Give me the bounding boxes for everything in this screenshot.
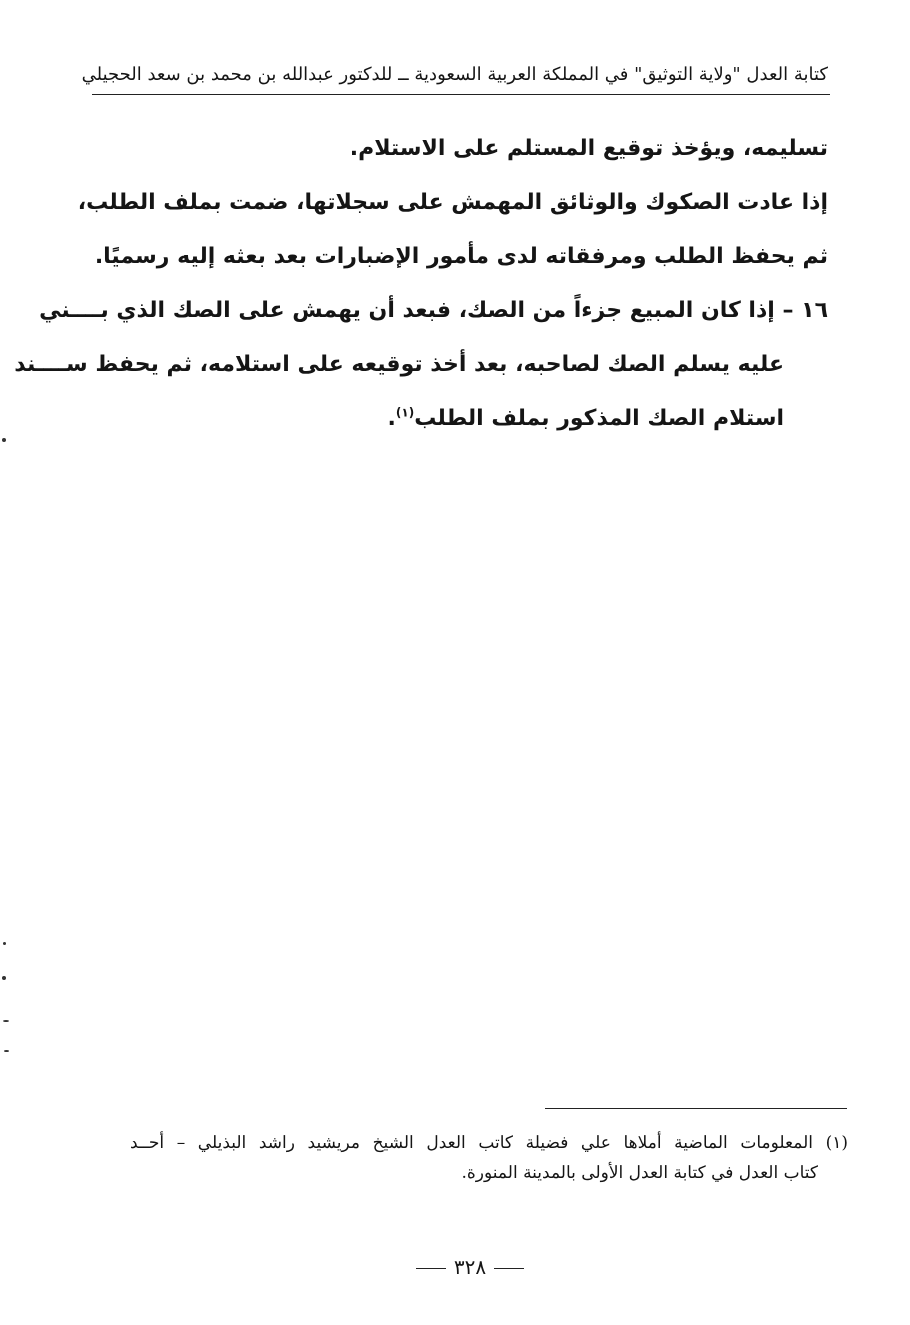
footnote-reference[interactable]: (١): [395, 405, 415, 420]
body-line: تسليمه، ويؤخذ توقيع المستلم على الاستلام.: [349, 136, 828, 161]
scan-speck: [4, 1050, 9, 1052]
body-text: [14, 122, 828, 446]
footnote-line: كتاب العدل في كتابة العدل الأولى بالمدينة المنورة.: [461, 1163, 818, 1183]
body-line-last: [108, 392, 828, 446]
header-rule: [92, 94, 830, 95]
running-header: كتابة العدل "ولاية التوثيق" في المملكة العربية السعودية ــ للدكتور عبدالله بن محمد بن سعد الحجيلي: [81, 64, 828, 85]
body-line-text: استلام الصك المذكور بملف الطلب: [414, 406, 784, 431]
page-number-dash: [494, 1268, 524, 1269]
scan-speck: [3, 1020, 9, 1022]
scan-speck: [2, 976, 6, 980]
footnote-separator: [545, 1108, 847, 1109]
body-line: إذا عادت الصكوك والوثائق المهمش على سجلاتها، ضمت بملف الطلب،: [77, 190, 828, 215]
final-period: .: [387, 406, 396, 431]
footnote-line: (١) المعلومات الماضية أملاها علي فضيلة كاتب العدل الشيخ مريشيد راشد البذيلي – أحــد: [130, 1133, 848, 1153]
body-line: عليه يسلم الصك لصاحبه، بعد أخذ توقيعه على استلامه، ثم يحفظ ســــند: [14, 352, 784, 377]
footnote: [130, 1128, 848, 1188]
body-line: ثم يحفظ الطلب ومرفقاته لدى مأمور الإضبارات بعد بعثه إليه رسميًا.: [94, 244, 828, 269]
page-number-text: ٣٢٨: [453, 1255, 487, 1279]
scan-speck: [2, 438, 6, 442]
scan-speck: [3, 942, 6, 945]
page-number-dash: [416, 1268, 446, 1269]
page-number: [380, 1250, 560, 1284]
body-line: ١٦ – إذا كان المبيع جزءاً من الصك، فبعد أن يهمش على الصك الذي بــــني: [39, 298, 828, 323]
